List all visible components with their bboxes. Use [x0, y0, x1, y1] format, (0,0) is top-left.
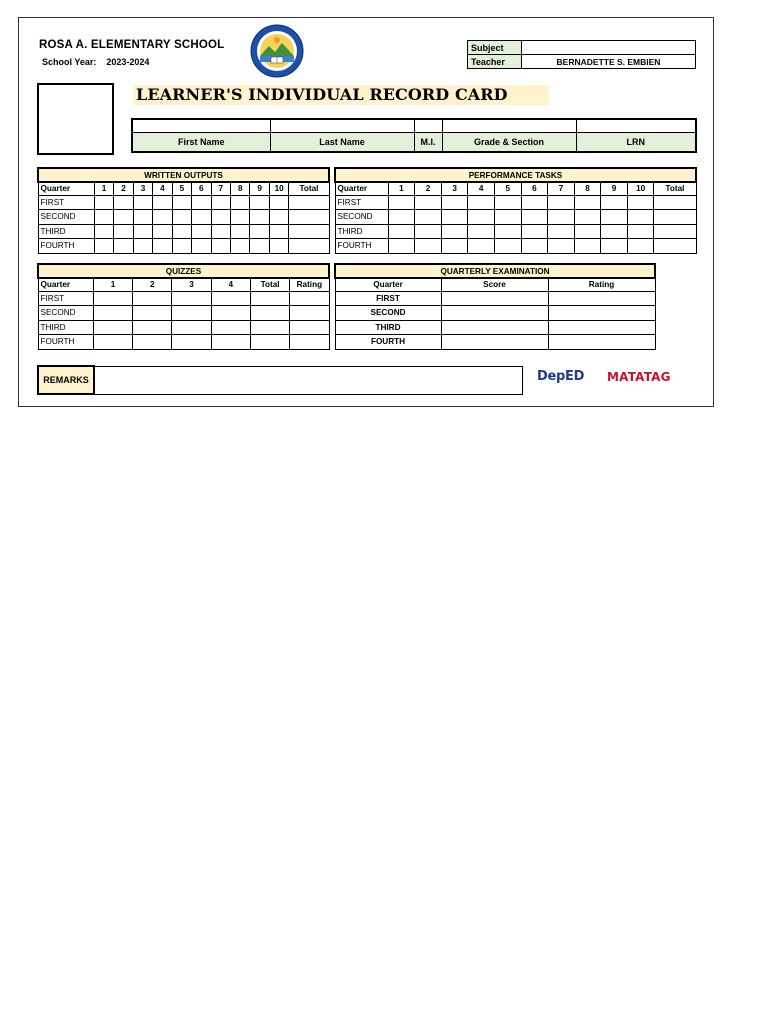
- score-cell[interactable]: [211, 335, 250, 350]
- table-row: [335, 335, 655, 350]
- score-cell[interactable]: [269, 195, 288, 210]
- column-header: 3: [172, 278, 211, 291]
- score-cell[interactable]: [172, 195, 191, 210]
- column-header: 1: [388, 182, 415, 195]
- score-cell[interactable]: [114, 195, 133, 210]
- score-cell[interactable]: [269, 239, 288, 254]
- table-row: [38, 224, 329, 239]
- quarter-label: THIRD: [335, 320, 441, 335]
- score-cell[interactable]: [654, 195, 696, 210]
- score-cell[interactable]: [250, 291, 289, 306]
- teacher-label: Teacher: [468, 55, 522, 69]
- deped-logo-text: DepED: [537, 369, 585, 384]
- column-header: Quarter: [335, 278, 441, 291]
- score-cell[interactable]: [269, 210, 288, 225]
- lrn-label: LRN: [576, 132, 696, 152]
- score-cell[interactable]: [172, 239, 191, 254]
- grade-section-label: Grade & Section: [442, 132, 576, 152]
- table-row: [38, 320, 329, 335]
- score-cell[interactable]: [94, 224, 113, 239]
- subject-label: Subject: [468, 41, 522, 55]
- remarks-table: [37, 365, 523, 395]
- score-cell[interactable]: [468, 224, 495, 239]
- score-cell[interactable]: [388, 224, 415, 239]
- score-cell[interactable]: [388, 210, 415, 225]
- table-row: [335, 320, 655, 335]
- score-cell[interactable]: [601, 210, 628, 225]
- table-row: [38, 195, 329, 210]
- column-header: 2: [133, 278, 172, 291]
- score-cell[interactable]: [289, 224, 329, 239]
- column-header: 3: [133, 182, 152, 195]
- column-header: 8: [574, 182, 601, 195]
- table-row: [335, 195, 696, 210]
- score-cell[interactable]: [441, 335, 548, 350]
- score-cell[interactable]: [415, 195, 442, 210]
- score-cell[interactable]: [250, 195, 269, 210]
- table-row: [335, 239, 696, 254]
- subject-teacher-table: [467, 40, 696, 69]
- score-cell[interactable]: [548, 239, 575, 254]
- score-cell[interactable]: [172, 210, 191, 225]
- score-cell[interactable]: [133, 195, 152, 210]
- table-row: [335, 306, 655, 321]
- column-header: Total: [250, 278, 289, 291]
- column-header: 1: [93, 278, 132, 291]
- score-cell[interactable]: [290, 320, 329, 335]
- score-cell[interactable]: [441, 195, 468, 210]
- score-cell[interactable]: [494, 195, 521, 210]
- score-cell[interactable]: [290, 306, 329, 321]
- score-cell[interactable]: [231, 224, 250, 239]
- score-cell[interactable]: [548, 320, 655, 335]
- score-cell[interactable]: [494, 239, 521, 254]
- score-cell[interactable]: [290, 291, 329, 306]
- matatag-logo: [605, 368, 689, 394]
- score-cell[interactable]: [211, 306, 250, 321]
- score-cell[interactable]: [93, 306, 132, 321]
- score-cell[interactable]: [654, 210, 696, 225]
- score-cell[interactable]: [627, 239, 654, 254]
- score-cell[interactable]: [654, 224, 696, 239]
- score-cell[interactable]: [388, 239, 415, 254]
- score-cell[interactable]: [441, 210, 468, 225]
- score-cell[interactable]: [211, 239, 230, 254]
- deped-logo: [537, 366, 595, 392]
- score-cell[interactable]: [211, 291, 250, 306]
- teacher-value[interactable]: BERNADETTE S. EMBIEN: [522, 55, 696, 69]
- score-cell[interactable]: [94, 210, 113, 225]
- score-cell[interactable]: [415, 210, 442, 225]
- score-cell[interactable]: [94, 239, 113, 254]
- column-header: Quarter: [335, 182, 388, 195]
- score-cell[interactable]: [114, 210, 133, 225]
- performance-tasks-table: [334, 167, 697, 254]
- score-cell[interactable]: [601, 195, 628, 210]
- score-cell[interactable]: [290, 335, 329, 350]
- column-header: 3: [441, 182, 468, 195]
- column-header: 8: [231, 182, 250, 195]
- score-cell[interactable]: [468, 239, 495, 254]
- score-cell[interactable]: [172, 320, 211, 335]
- score-cell[interactable]: [250, 306, 289, 321]
- quarter-label: SECOND: [335, 306, 441, 321]
- quarter-label: FIRST: [335, 195, 388, 210]
- quarter-label: THIRD: [335, 224, 388, 239]
- column-header: Total: [654, 182, 696, 195]
- score-cell[interactable]: [441, 224, 468, 239]
- quarter-label: SECOND: [335, 210, 388, 225]
- score-cell[interactable]: [211, 210, 230, 225]
- written-outputs-table: [37, 167, 330, 254]
- quarter-label: THIRD: [38, 224, 94, 239]
- score-cell[interactable]: [94, 195, 113, 210]
- score-cell[interactable]: [441, 320, 548, 335]
- score-cell[interactable]: [250, 224, 269, 239]
- school-name: ROSA A. ELEMENTARY SCHOOL: [39, 39, 225, 51]
- card-title: LEARNER'S INDIVIDUAL RECORD CARD: [136, 85, 508, 104]
- column-header: 4: [153, 182, 172, 195]
- remarks-input[interactable]: [94, 366, 522, 394]
- score-cell[interactable]: [133, 320, 172, 335]
- quarter-label: FIRST: [38, 195, 94, 210]
- score-cell[interactable]: [627, 210, 654, 225]
- score-cell[interactable]: [521, 224, 548, 239]
- score-cell[interactable]: [211, 224, 230, 239]
- score-cell[interactable]: [133, 291, 172, 306]
- score-cell[interactable]: [133, 306, 172, 321]
- column-header: 6: [521, 182, 548, 195]
- table-row: [38, 306, 329, 321]
- subject-value[interactable]: [522, 41, 696, 55]
- column-header: 5: [494, 182, 521, 195]
- score-cell[interactable]: [192, 224, 211, 239]
- quarter-label: THIRD: [38, 320, 93, 335]
- score-cell[interactable]: [627, 195, 654, 210]
- mi-label: M.I.: [414, 132, 442, 152]
- score-cell[interactable]: [93, 335, 132, 350]
- quarterly-exam-title: QUARTERLY EXAMINATION: [335, 264, 655, 278]
- written-outputs-title: WRITTEN OUTPUTS: [38, 168, 329, 182]
- column-header: 5: [172, 182, 191, 195]
- score-cell[interactable]: [192, 239, 211, 254]
- score-cell[interactable]: [153, 210, 172, 225]
- score-cell[interactable]: [521, 210, 548, 225]
- score-cell[interactable]: [548, 195, 575, 210]
- column-header: 4: [211, 278, 250, 291]
- score-cell[interactable]: [114, 224, 133, 239]
- score-cell[interactable]: [548, 291, 655, 306]
- remarks-label: REMARKS: [38, 366, 94, 394]
- score-cell[interactable]: [494, 224, 521, 239]
- score-cell[interactable]: [172, 291, 211, 306]
- score-cell[interactable]: [415, 239, 442, 254]
- table-row: [38, 239, 329, 254]
- school-year: [42, 57, 149, 67]
- name-fields-table: [131, 118, 697, 153]
- score-cell[interactable]: [289, 210, 329, 225]
- quarter-label: FIRST: [335, 291, 441, 306]
- record-card: [18, 17, 714, 407]
- column-header: 1: [94, 182, 113, 195]
- photo-box: [37, 83, 114, 155]
- score-cell[interactable]: [468, 195, 495, 210]
- score-cell[interactable]: [574, 239, 601, 254]
- table-row: [38, 335, 329, 350]
- column-header: 6: [192, 182, 211, 195]
- score-cell[interactable]: [574, 224, 601, 239]
- column-header: 7: [211, 182, 230, 195]
- score-cell[interactable]: [601, 224, 628, 239]
- score-cell[interactable]: [388, 195, 415, 210]
- score-cell[interactable]: [574, 210, 601, 225]
- score-cell[interactable]: [548, 224, 575, 239]
- score-cell[interactable]: [93, 291, 132, 306]
- quizzes-table: [37, 263, 330, 350]
- matatag-logo-text: MATATAG: [607, 370, 671, 384]
- score-cell[interactable]: [250, 320, 289, 335]
- grade-section-input[interactable]: [442, 119, 576, 132]
- score-cell[interactable]: [153, 239, 172, 254]
- score-cell[interactable]: [521, 195, 548, 210]
- score-cell[interactable]: [231, 210, 250, 225]
- lrn-input[interactable]: [576, 119, 696, 132]
- quarter-label: FOURTH: [38, 335, 93, 350]
- score-cell[interactable]: [231, 195, 250, 210]
- school-year-label: School Year:: [42, 57, 97, 67]
- score-cell[interactable]: [601, 239, 628, 254]
- score-cell[interactable]: [269, 224, 288, 239]
- score-cell[interactable]: [133, 210, 152, 225]
- score-cell[interactable]: [654, 239, 696, 254]
- column-header: Score: [441, 278, 548, 291]
- column-header: 9: [601, 182, 628, 195]
- score-cell[interactable]: [133, 335, 172, 350]
- score-cell[interactable]: [521, 239, 548, 254]
- quarter-label: FOURTH: [38, 239, 94, 254]
- table-row: [38, 291, 329, 306]
- column-header: Total: [289, 182, 329, 195]
- quizzes-title: QUIZZES: [38, 264, 329, 278]
- school-seal-logo: [247, 24, 307, 78]
- quarterly-exam-table: [334, 263, 656, 350]
- score-cell[interactable]: [441, 239, 468, 254]
- performance-tasks-title: PERFORMANCE TASKS: [335, 168, 696, 182]
- column-header: Rating: [290, 278, 329, 291]
- column-header: 2: [415, 182, 442, 195]
- column-header: Rating: [548, 278, 655, 291]
- first-name-input[interactable]: [132, 119, 270, 132]
- column-header: 10: [269, 182, 288, 195]
- column-header: 10: [627, 182, 654, 195]
- quarter-label: SECOND: [38, 306, 93, 321]
- score-cell[interactable]: [192, 195, 211, 210]
- score-cell[interactable]: [574, 195, 601, 210]
- score-cell[interactable]: [548, 335, 655, 350]
- quarter-label: FIRST: [38, 291, 93, 306]
- column-header: 4: [468, 182, 495, 195]
- score-cell[interactable]: [231, 239, 250, 254]
- score-cell[interactable]: [441, 306, 548, 321]
- score-cell[interactable]: [548, 210, 575, 225]
- score-cell[interactable]: [153, 224, 172, 239]
- score-cell[interactable]: [172, 335, 211, 350]
- column-header: 7: [548, 182, 575, 195]
- score-cell[interactable]: [289, 195, 329, 210]
- score-cell[interactable]: [250, 335, 289, 350]
- column-header: 2: [114, 182, 133, 195]
- score-cell[interactable]: [548, 306, 655, 321]
- score-cell[interactable]: [211, 195, 230, 210]
- score-cell[interactable]: [153, 195, 172, 210]
- score-cell[interactable]: [250, 210, 269, 225]
- score-cell[interactable]: [441, 291, 548, 306]
- score-cell[interactable]: [250, 239, 269, 254]
- score-cell[interactable]: [415, 224, 442, 239]
- score-cell[interactable]: [627, 224, 654, 239]
- first-name-label: First Name: [132, 132, 270, 152]
- score-cell[interactable]: [172, 224, 191, 239]
- table-row: [335, 210, 696, 225]
- score-cell[interactable]: [114, 239, 133, 254]
- last-name-input[interactable]: [270, 119, 414, 132]
- table-row: [38, 210, 329, 225]
- column-header: Quarter: [38, 182, 94, 195]
- column-header: Quarter: [38, 278, 93, 291]
- score-cell[interactable]: [133, 224, 152, 239]
- score-cell[interactable]: [468, 210, 495, 225]
- score-cell[interactable]: [93, 320, 132, 335]
- quarter-label: FOURTH: [335, 239, 388, 254]
- mi-input[interactable]: [414, 119, 442, 132]
- last-name-label: Last Name: [270, 132, 414, 152]
- school-year-value: 2023-2024: [106, 57, 150, 67]
- column-header: 9: [250, 182, 269, 195]
- score-cell[interactable]: [211, 320, 250, 335]
- score-cell[interactable]: [494, 210, 521, 225]
- quarter-label: SECOND: [38, 210, 94, 225]
- table-row: [335, 224, 696, 239]
- score-cell[interactable]: [172, 306, 211, 321]
- table-row: [335, 291, 655, 306]
- score-cell[interactable]: [289, 239, 329, 254]
- quarter-label: FOURTH: [335, 335, 441, 350]
- score-cell[interactable]: [133, 239, 152, 254]
- score-cell[interactable]: [192, 210, 211, 225]
